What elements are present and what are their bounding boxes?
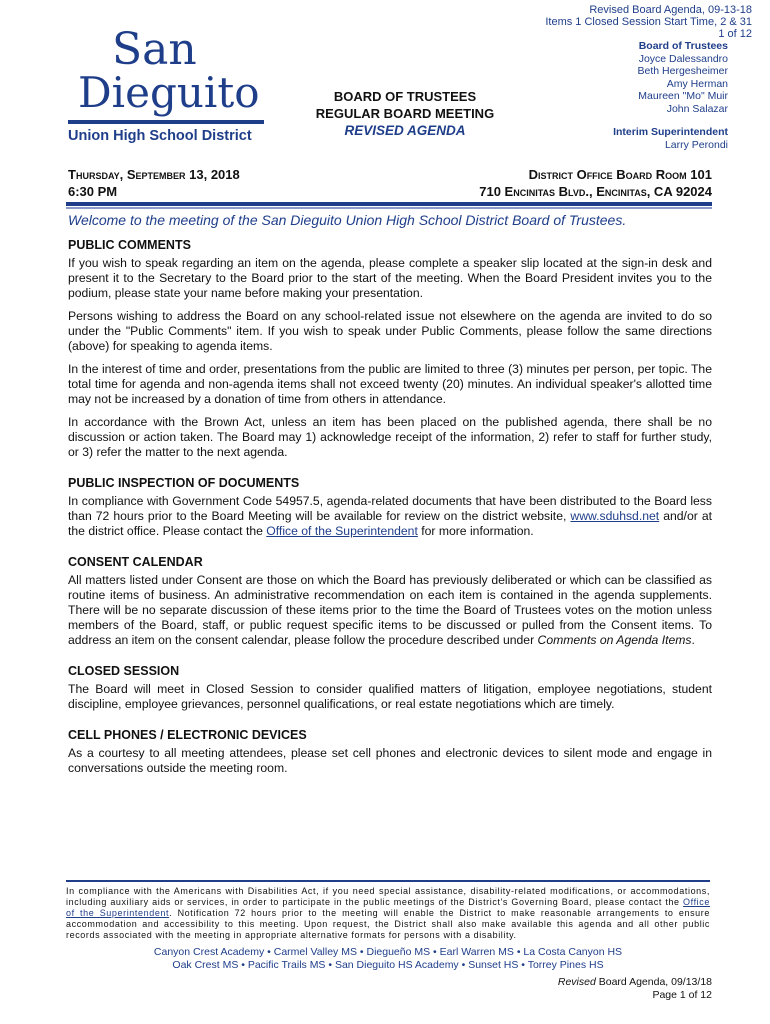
agenda-body: [68, 213, 712, 784]
ada-text-b: . Notification 72 hours prior to the meeting will enable the District to make reasonable arrangements to ensure accommodation and accessibility to this meeting. Upon request, the District shall also make available this agenda and all other public records associated with the meeting in appropriate alternative formats for persons with a disability.: [66, 908, 710, 940]
school-list-line-1: Canyon Crest Academy • Carmel Valley MS • Diegueño MS • Earl Warren MS • La Costa Canyon HS: [153, 946, 623, 958]
cell-phones-heading: CELL PHONES / ELECTRONIC DEVICES: [68, 728, 307, 742]
meeting-date-block: [68, 166, 240, 200]
trustee-name: Beth Hergesheimer: [637, 65, 728, 77]
consent-end: .: [691, 633, 695, 647]
public-comments-heading: PUBLIC COMMENTS: [68, 238, 191, 252]
stamp-line-2: Items 1 Closed Session Start Time, 2 & 31: [545, 16, 752, 28]
page-number: Page 1 of 12: [652, 989, 712, 1001]
inspection-paragraph: [68, 494, 712, 539]
inspection-heading: PUBLIC INSPECTION OF DOCUMENTS: [68, 476, 300, 490]
stamp-line-3: 1 of 12: [718, 28, 752, 40]
closed-session-paragraph: The Board will meet in Closed Session to consider qualified matters of litigation, employee negotiations, student discipline, employee grievances, personnel qualifications, or real estate negotiations which are timely.: [68, 682, 712, 711]
meeting-time: 6:30 PM: [68, 184, 118, 199]
cell-phones-paragraph: As a courtesy to all meeting attendees, please set cell phones and electronic devices to silent mode and engage in conversations outside the meeting room.: [68, 746, 712, 775]
trustee-name: Joyce Dalessandro: [638, 52, 728, 65]
ada-notice: [66, 880, 710, 941]
inspection-text-c: for more information.: [417, 524, 534, 538]
trustees-heading: Board of Trustees: [638, 40, 728, 52]
trustee-name: John Salazar: [666, 102, 728, 115]
logo-word-san: San: [112, 24, 197, 75]
superintendent-name: Larry Perondi: [664, 138, 728, 151]
footer-revised: Revised: [557, 976, 596, 988]
logo-district-name: Union High School District: [68, 128, 252, 144]
trustee-name: Maureen "Mo" Muir: [638, 90, 728, 102]
title-meeting: REGULAR BOARD MEETING: [315, 106, 495, 121]
superintendent-office-link[interactable]: Office of the Superintendent: [266, 524, 418, 538]
logo-word-dieguito: Dieguito: [78, 68, 260, 117]
meeting-room: District Office Board Room 101: [528, 167, 712, 182]
header-divider: [66, 202, 712, 206]
inspection-text-a: In compliance with Government Code 54957.5, agenda-related documents that have been distributed to the Board less than 72 hours prior to the Board Meeting will be available for review on the district website,: [68, 494, 712, 523]
website-link[interactable]: www.sduhsd.net: [570, 509, 660, 523]
public-comments-p4: In accordance with the Brown Act, unless an item has been placed on the published agenda, there shall be no discussion or action taken. The Board may 1) acknowledge receipt of the information, 2) refer to staff for further study, or 3) refer the matter to the next agenda.: [68, 415, 712, 459]
title-revised: REVISED AGENDA: [344, 123, 466, 138]
header-divider-thin: [66, 207, 712, 209]
public-comments-p1: If you wish to speak regarding an item on the agenda, please complete a speaker slip located at the sign-in desk and present it to the Secretary to the Board prior to the start of the meeting. When the Board President invites you to the podium, please state your name before making your presentation.: [68, 256, 712, 300]
school-list-line-2: Oak Crest MS • Pacific Trails MS • San Dieguito HS Academy • Sunset HS • Torrey Pines HS: [172, 959, 604, 971]
trustee-name: Amy Herman: [666, 77, 728, 90]
revision-stamp: [545, 4, 752, 40]
public-comments-p2: Persons wishing to address the Board on any school-related issue not elsewhere on the agenda are invited to do so under the "Public Comments" item. If you wish to speak under Public Comments, please follow the same directions (above) for speaking to agenda items.: [68, 309, 712, 353]
logo-bar: [68, 120, 264, 124]
public-comments-p3: In the interest of time and order, presentations from the public are limited to three (3) minutes per person, per topic. The total time for agenda and non-agenda items shall not exceed twenty (20) minutes. An individual speaker's allotted time may not be increased by a donation of time from others in attendance.: [68, 362, 712, 406]
footer-agenda-label: [558, 976, 712, 989]
page-footer: [558, 976, 712, 1002]
welcome-text: Welcome to the meeting of the San Dieguito Union High School District Board of Trustees.: [68, 212, 627, 228]
consent-paragraph: [68, 573, 712, 648]
ada-text-a: In compliance with the Americans with Disabilities Act, if you need special assistance, disability-related modifications, or accommodations, including auxiliary aids or services, in order to participate in the public meetings of the District's Governing Board, please contact the: [66, 886, 710, 907]
consent-emphasis: Comments on Agenda Items: [537, 633, 692, 647]
inspection-text-b: and/or at the district office. Please contact the: [68, 509, 712, 538]
superintendent-heading: Interim Superintendent: [613, 126, 728, 138]
stamp-line-1: Revised Board Agenda, 09-13-18: [589, 4, 752, 16]
meeting-location-block: [479, 166, 712, 200]
footer-agenda-date: Board Agenda, 09/13/18: [595, 976, 712, 988]
meeting-date: Thursday, September 13, 2018: [68, 167, 240, 182]
ada-superintendent-link[interactable]: Office of the Superintendent: [66, 897, 710, 918]
consent-text: All matters listed under Consent are those on which the Board has previously deliberated or which can be classified as routine items of business. An administrative recommendation on each item is contained in the agenda supplements. There will be no separate discussion of these items prior to the time the Board of Trustees votes on the motion unless members of the Board, staff, or public request specific items to be discussed or pulled from the Consent items. To address an item on the consent calendar, please follow the procedure described under: [68, 573, 712, 647]
district-logo: [66, 24, 266, 144]
agenda-title: [300, 88, 510, 139]
closed-session-heading: CLOSED SESSION: [68, 664, 180, 678]
school-list: [66, 946, 710, 972]
meeting-address: 710 Encinitas Blvd., Encinitas, CA 92024: [479, 184, 712, 199]
trustees-list: [613, 40, 728, 151]
title-board: BOARD OF TRUSTEES: [333, 89, 477, 104]
consent-heading: CONSENT CALENDAR: [68, 555, 203, 569]
